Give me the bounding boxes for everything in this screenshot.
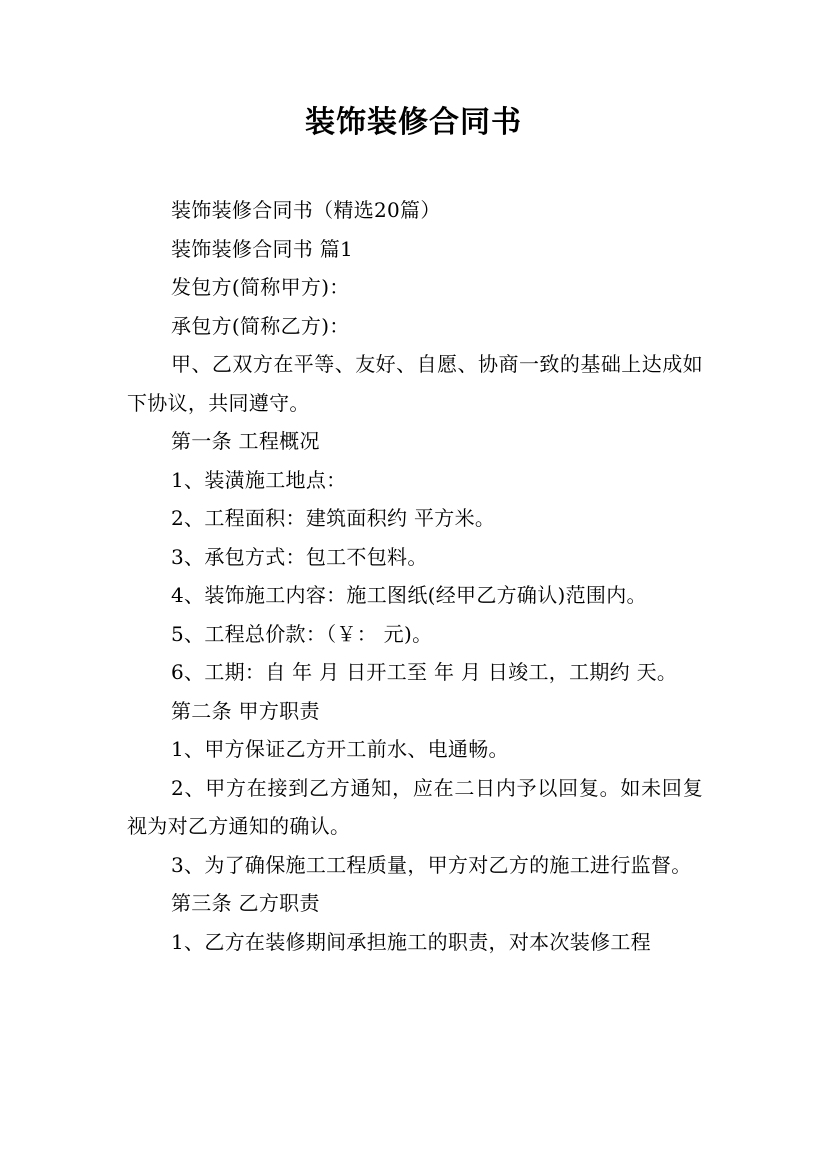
paragraph-subtitle: 装饰装修合同书（精选20篇） [171,198,441,222]
document-body [127,191,703,961]
paragraph-item: 5、工程总价款：（￥： 元)。 [171,621,433,646]
paragraph-item: 1、乙方在装修期间承担施工的职责，对本次装修工程 [171,929,651,954]
paragraph-item: 3、承包方式：包工不包料。 [171,544,428,569]
paragraph-item: 1、甲方保证乙方开工前水、电通畅。 [171,737,509,761]
paragraph-item: 2、工程面积：建筑面积约 平方米。 [171,506,496,530]
paragraph-item: 6、工期：自 年 月 日开工至 年 月 日竣工，工期约 天。 [171,660,678,684]
paragraph-party-b: 承包方(简称乙方)： [171,313,350,338]
paragraph-article-2-heading: 第二条 甲方职责 [171,698,320,723]
paragraph-section-heading: 装饰装修合同书 篇1 [171,236,354,261]
paragraph-item: 1、装潢施工地点： [171,467,347,492]
paragraph-item: 2、甲方在接到乙方通知，应在二日内予以回复。如未回复视为对乙方通知的确认。 [127,775,703,838]
paragraph-article-3-heading: 第三条 乙方职责 [171,891,320,915]
paragraph-article-1-heading: 第一条 工程概况 [171,429,320,453]
paragraph-party-a: 发包方(简称甲方)： [171,275,350,299]
document-title: 装饰装修合同书 [305,105,522,140]
paragraph-item: 4、装饰施工内容：施工图纸(经甲乙方确认)范围内。 [171,583,647,607]
paragraph-item: 3、为了确保施工工程质量，甲方对乙方的施工进行监督。 [171,852,692,877]
paragraph-agreement: 甲、乙双方在平等、友好、自愿、协商一致的基础上达成如下协议，共同遵守。 [127,352,703,415]
